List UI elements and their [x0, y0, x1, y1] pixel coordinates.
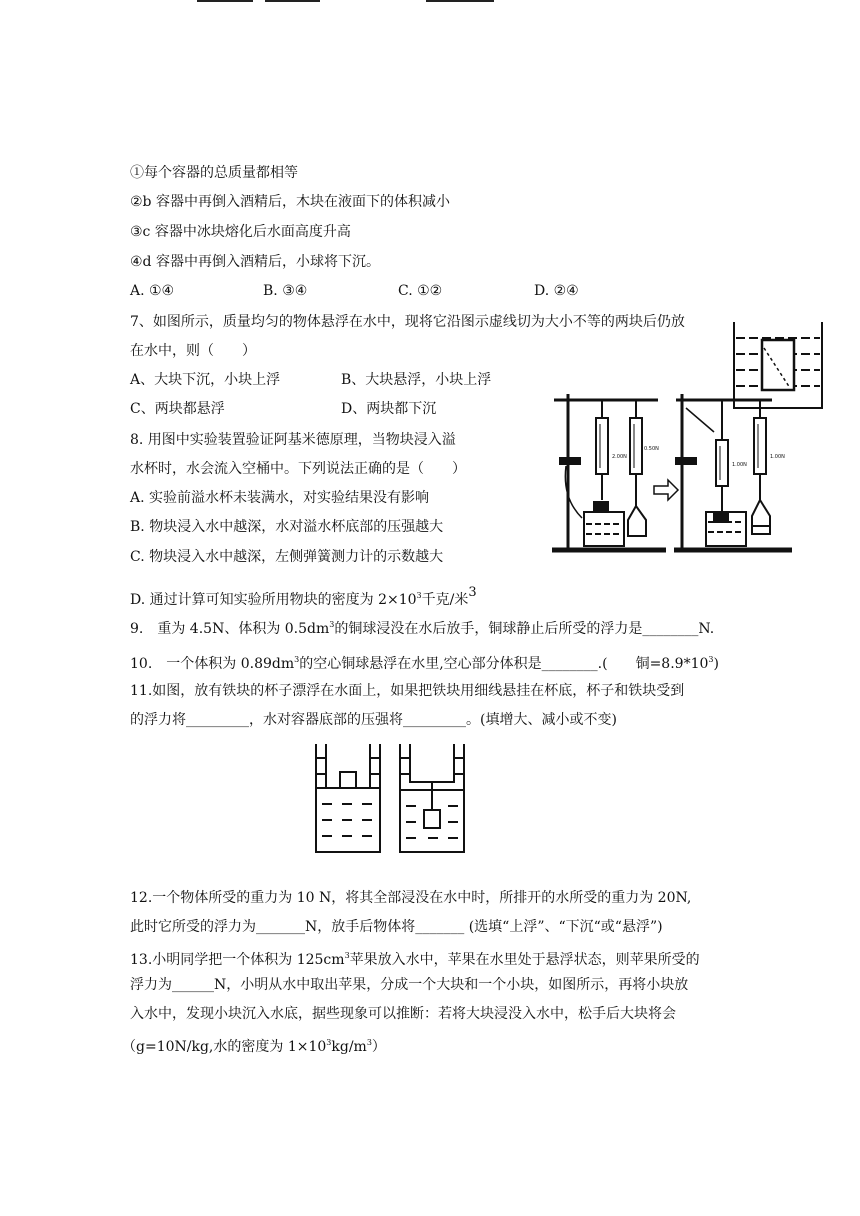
- q13-stem-line-3: 入水中，发现小块沉入水底，据些现象可以推断：若将大块浸没入水中，松手后大块将会: [130, 1006, 676, 1022]
- q6-statement-3: ③c 容器中冰块熔化后水面高度升高: [130, 224, 351, 240]
- q7-option-b[interactable]: B、大块悬浮，小块上浮: [341, 372, 492, 388]
- q8-apparatus-figure: [546, 388, 798, 558]
- q8-stem-line-1: 8. 用图中实验装置验证阿基米德原理，当物块浸入溢: [130, 432, 456, 448]
- q7-stem-line-1: 7、如图所示，质量均匀的物体悬浮在水中，现将它沿图示虚线切为大小不等的两块后仍放: [130, 314, 685, 330]
- q7-option-c[interactable]: C、两块都悬浮: [130, 401, 225, 417]
- q8-option-d[interactable]: D. 通过计算可知实验所用物块的密度为 $2\times 10^3$千克/米$^3$: [130, 585, 477, 608]
- top-blank-line-1: [197, 0, 253, 2]
- scale-label-2: 0.50N: [644, 446, 659, 452]
- scale-label-4: 1.00N: [770, 454, 785, 460]
- scale-label-3: 1.00N: [732, 462, 747, 468]
- q11-containers-figure: [312, 742, 468, 858]
- q6-option-a[interactable]: A. ①④: [130, 283, 175, 299]
- q8-option-a[interactable]: A. 实验前溢水杯未装满水，对实验结果没有影响: [130, 490, 430, 506]
- q12-stem-line-1: 12.一个物体所受的重力为 10 N，将其全部浸没在水中时，所排开的水所受的重力为 20N,: [130, 890, 692, 906]
- q12-stem-line-2: 此时它所受的浮力为_______N，放手后物体将_______ (选填“上浮”、“下沉“或“悬浮”): [130, 919, 663, 935]
- q6-statement-1: ①每个容器的总质量都相等: [130, 165, 298, 181]
- q10-stem: 10. 一个体积为 $0.89dm^3$的空心铜球悬浮在水里,空心部分体积是________.( 铜$=8.9*10^3$): [130, 655, 719, 672]
- q8-option-b[interactable]: B. 物块浸入水中越深，水对溢水杯底部的压强越大: [130, 519, 444, 535]
- q6-option-c[interactable]: C. ①②: [398, 283, 443, 299]
- top-blank-line-3: [426, 0, 494, 2]
- q9-stem: 9. 重为 4.5N、体积为 $0.5dm^3$的铜球浸没在水后放手，铜球静止后所受的浮力是________N.: [130, 620, 715, 637]
- q7-option-d[interactable]: D、两块都下沉: [341, 401, 437, 417]
- q6-option-b[interactable]: B. ③④: [263, 283, 308, 299]
- scale-label-1: 2.00N: [612, 454, 627, 460]
- q7-option-a[interactable]: A、大块下沉，小块上浮: [130, 372, 281, 388]
- q13-stem-line-1: 13.小明同学把一个体积为 $125cm^3$苹果放入水中，苹果在水里处于悬浮状态，则苹果所受的: [130, 951, 700, 968]
- q8-option-c[interactable]: C. 物块浸入水中越深，左侧弹簧测力计的示数越大: [130, 549, 444, 565]
- q13-stem-line-4: （g=10N/kg,水的密度为 $1\times 10^3kg/m^3$）: [122, 1038, 386, 1055]
- q7-stem-line-2: 在水中，则（ ）: [130, 343, 256, 359]
- q8-stem-line-2: 水杯时，水会流入空桶中。下列说法正确的是（ ）: [130, 461, 466, 477]
- q6-option-d[interactable]: D. ②④: [534, 283, 579, 299]
- q6-statement-4: ④d 容器中再倒入酒精后，小球将下沉。: [130, 254, 380, 270]
- top-blank-line-2: [265, 0, 320, 2]
- q11-stem-line-2: 的浮力将_________，水对容器底部的压强将_________。(填增大、减小或不变): [130, 712, 617, 728]
- q11-stem-line-1: 11.如图，放有铁块的杯子漂浮在水面上，如果把铁块用细线悬挂在杯底，杯子和铁块受到: [130, 683, 685, 699]
- q13-stem-line-2: 浮力为______N，小明从水中取出苹果，分成一个大块和一个小块，如图所示，再将小块放: [130, 977, 689, 993]
- q6-statement-2: ②b 容器中再倒入酒精后，木块在液面下的体积减小: [130, 194, 450, 210]
